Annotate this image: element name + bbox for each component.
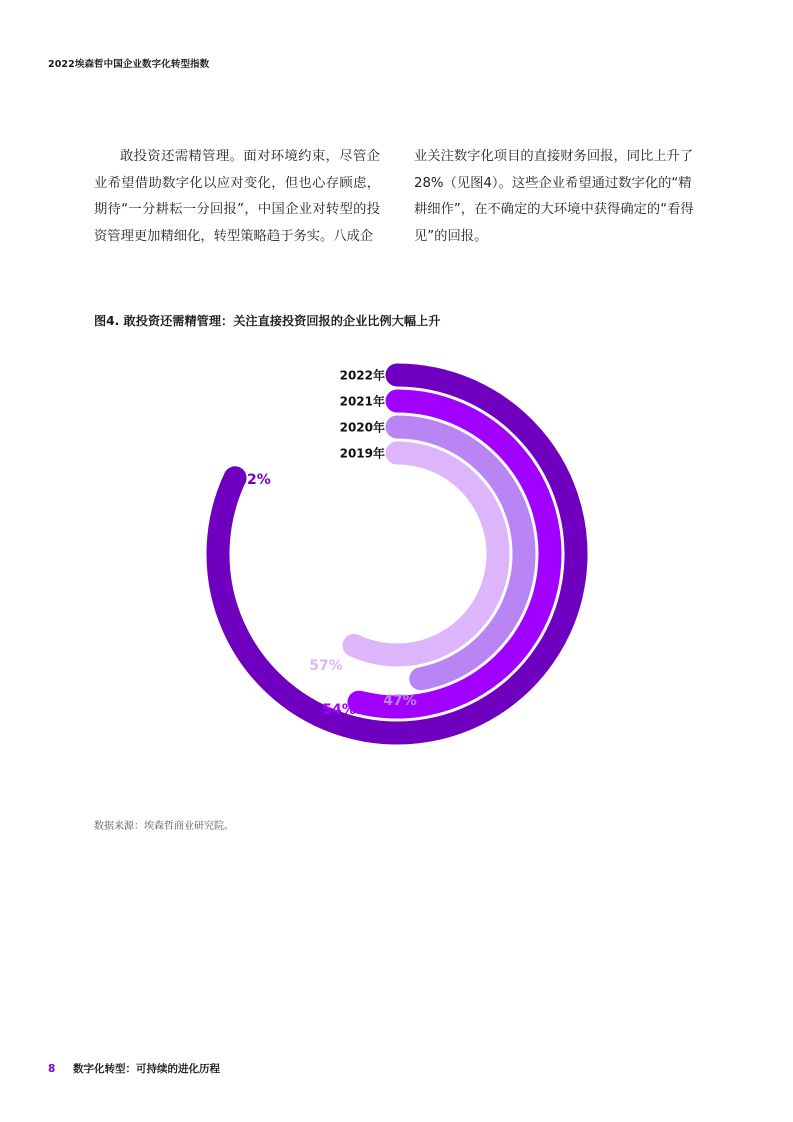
year-label: 2022年 xyxy=(339,368,385,383)
body-text-right-column xyxy=(414,144,704,250)
page-footer xyxy=(48,1061,220,1076)
year-label: 2021年 xyxy=(339,394,385,409)
page-number: 8 xyxy=(48,1063,56,1075)
figure-title: 图4. 敢投资还需精管理：关注直接投资回报的企业比例大幅上升 xyxy=(94,314,441,328)
year-label: 2020年 xyxy=(339,420,385,435)
value-label: 47% xyxy=(383,693,417,709)
data-source-note: 数据来源：埃森哲商业研究院。 xyxy=(94,821,234,832)
body-text-left-column xyxy=(94,144,380,250)
body-paragraph-right: 业关注数字化项目的直接财务回报，同比上升了28%（见图4）。这些企业希望通过数字化的“精耕细作”，在不确定的大环境中获得确定的“看得见”的回报。 xyxy=(414,149,694,244)
body-paragraph-left: 敢投资还需精管理。面对环境约束，尽管企业希望借助数字化以应对变化，但也心存顾虑，期待“一分耕耘一分回报”，中国企业对转型的投资管理更加精细化，转型策略趋于务实。八成企 xyxy=(94,149,380,244)
value-label: 82% xyxy=(237,472,271,488)
radial-bar-chart xyxy=(0,360,793,800)
value-label: 54% xyxy=(322,702,356,718)
year-label: 2019年 xyxy=(339,446,385,461)
footer-title: 数字化转型：可持续的进化历程 xyxy=(72,1063,220,1075)
report-title: 2022埃森哲中国企业数字化转型指数 xyxy=(48,59,210,70)
value-label: 57% xyxy=(309,658,343,674)
arc-2019年 xyxy=(354,453,498,655)
